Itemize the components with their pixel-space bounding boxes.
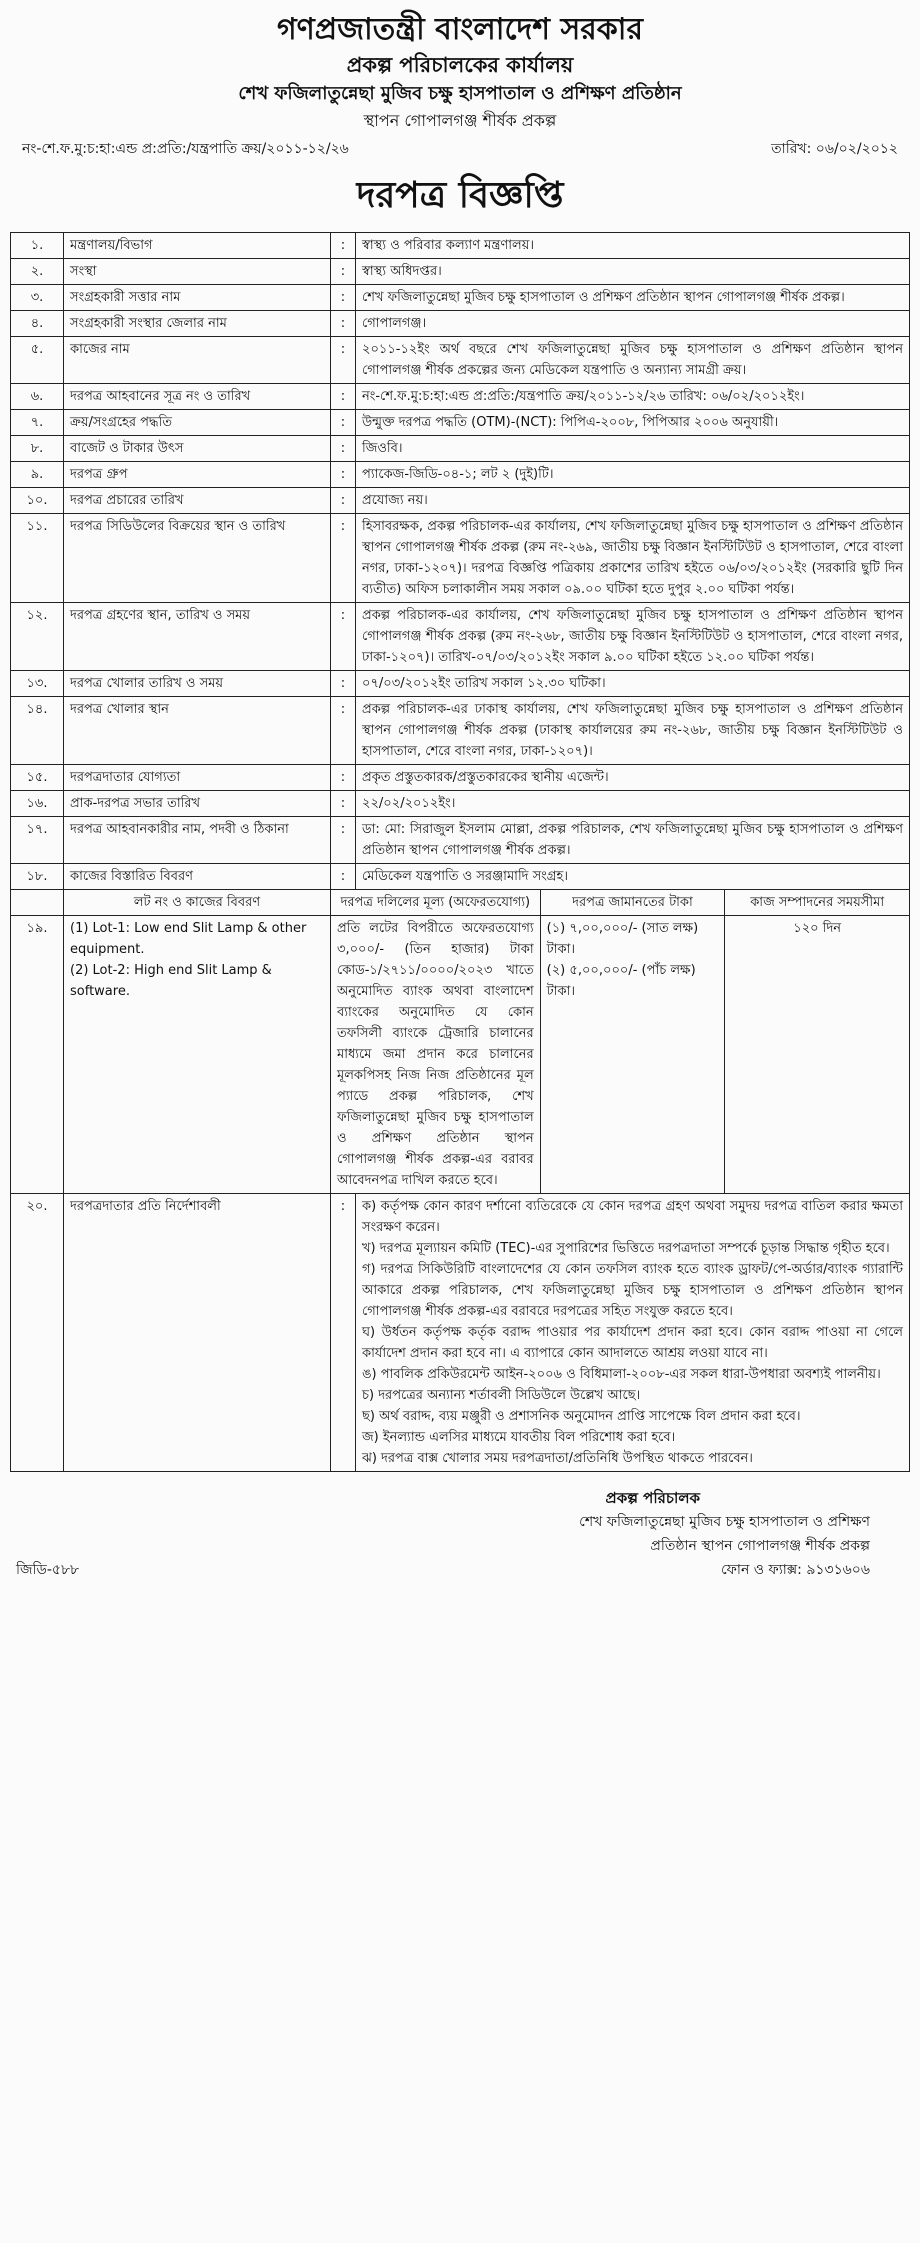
row-label: দরপত্র গ্রুপ <box>64 462 331 488</box>
table-row: ১৫. দরপত্রদাতার যোগ্যতা : প্রকৃত প্রস্তুতকারক/প্রস্তুতকারকের স্থানীয় এজেন্ট। <box>11 765 910 791</box>
row-number: ১৪. <box>11 697 64 765</box>
row-value: ২০১১-১২ইং অর্থ বছরে শেখ ফজিলাতুন্নেছা মুজিব চক্ষু হাসপাতাল ও প্রশিক্ষণ প্রতিষ্ঠান স্থাপন গোপালগঞ্জ শীর্ষক প্রকল্পের জন্য মেডিকেল যন্ত্রপাতি ও অন্যান্য সামগ্রী ক্রয়। <box>356 337 910 384</box>
row-value: প্যাকেজ-জিডি-০৪-১; লট ২ (দুই)টি। <box>356 462 910 488</box>
row-value: প্রযোজ্য নয়। <box>356 488 910 514</box>
price-header: দরপত্র দলিলের মূল্য (অফেরতযোগ্য) <box>331 890 541 916</box>
row-value: স্বাস্থ্য ও পরিবার কল্যাণ মন্ত্রণালয়। <box>356 233 910 259</box>
table-row: ১৩. দরপত্র খোলার তারিখ ও সময় : ০৭/০৩/২০১২ইং তারিখ সকাল ১২.৩০ ঘটিকা। <box>11 671 910 697</box>
lot-row <box>11 916 910 1194</box>
row-value: উন্মুক্ত দরপত্র পদ্ধতি (OTM)-(NCT): পিপিএ-২০০৮, পিপিআর ২০০৬ অনুযায়ী। <box>356 410 910 436</box>
lot-1: (1) Lot-1: Low end Slit Lamp & other equipment. <box>70 921 307 957</box>
instruction-item: জ) ইনল্যান্ড এলসির মাধ্যমে যাবতীয় বিল পরিশোধ করা হবে। <box>362 1430 676 1445</box>
row-number: ১. <box>11 233 64 259</box>
row-number: ৮. <box>11 436 64 462</box>
row-value: গোপালগঞ্জ। <box>356 311 910 337</box>
signature-line-1: শেখ ফজিলাতুন্নেছা মুজিব চক্ষু হাসপাতাল ও প্রশিক্ষণ <box>579 1514 870 1530</box>
row-value: জিওবি। <box>356 436 910 462</box>
row-value: প্রকল্প পরিচালক-এর কার্যালয়, শেখ ফজিলাতুন্নেছা মুজিব চক্ষু হাসপাতাল ও প্রশিক্ষণ প্রতিষ্ঠান স্থাপন গোপালগঞ্জ শীর্ষক প্রকল্প (রুম নং-২৬৮, জাতীয় চক্ষু বিজ্ঞান ইনস্টিটিউট ও হাসপাতাল, শেরে বাংলা নগর, ঢাকা-১২০৭)। তারিখ-০৭/০৩/২০১২ইং সকাল ৯.০০ ঘটিকা হইতে ১২.০০ ঘটিকা পর্যন্ত। <box>356 603 910 671</box>
table-row: ৪. সংগ্রহকারী সংস্থার জেলার নাম : গোপালগঞ্জ। <box>11 311 910 337</box>
row-label: দরপত্র গ্রহণের স্থান, তারিখ ও সময় <box>64 603 331 671</box>
completion-time: ১২০ দিন <box>725 916 910 1194</box>
table-row: ৬. দরপত্র আহবানের সূত্র নং ও তারিখ : নং-শে.ফ.মু:চ:হা:এন্ড প্র:প্রতি:/যন্ত্রপাতি ক্রয়/২০১১-১২/২৬ তারিখ: ০৬/০২/২০১২ইং। <box>11 384 910 410</box>
instructions-row: ২০. দরপত্রদাতার প্রতি নির্দেশাবলী : ক) কর্তৃপক্ষ কোন কারণ দর্শানো ব্যতিরেকে যে কোন দরপত্র গ্রহণ অথবা সমুদয় দরপত্র বাতিল করার ক্ষমতা সংরক্ষণ করেন। খ) দরপত্র মূল্যায়ন কমিটি (TEC)-এর সুপারিশের ভিত্তিতে দরপত্রদাতা সম্পর্কে চূড়ান্ত সিদ্ধান্ত গৃহীত হবে। গ) দরপত্র সিকিউরিটি বাংলাদেশের যে কোন তফসিল ব্যাংক হতে ব্যাংক ড্রাফট/পে-অর্ডার/ব্যাংক গ্যারান্টি আকারে প্রকল্প পরিচালক, শেখ ফজিলাতুন্নেছা মুজিব চক্ষু হাসপাতাল ও প্রশিক্ষণ প্রতিষ্ঠান স্থাপন গোপালগঞ্জ শীর্ষক প্রকল্প-এর বরাবরে দরপত্রের সহিত সংযুক্ত করতে হবে। ঘ) উর্ধতন কর্তৃপক্ষ কর্তৃক বরাদ্দ পাওয়ার পর কার্যাদেশ প্রদান করা হবে। কোন বরাদ্দ পাওয়া না গেলে কার্যাদেশ প্রদান করা হবে না। এ ব্যাপারে কোন আদালতে আশ্রয় লওয়া যাবে না। ঙ) পাবলিক প্রকিউরমেন্ট আইন-২০০৬ ও বিধিমালা-২০০৮-এর সকল ধারা-উপধারা অবশ্যই পালনীয়। চ) দরপত্রের অন্যান্য শর্তাবলী সিডিউলে উল্লেখ আছে। ছ) অর্থ বরাদ্দ, ব্যয় মঞ্জুরী ও প্রশাসনিক অনুমোদন প্রাপ্তি সাপেক্ষে বিল প্রদান করা হবে। জ) ইনল্যান্ড এলসির মাধ্যমে যাবতীয় বিল পরিশোধ করা হবে। ঝ) দরপত্র বাক্স খোলার সময় দরপত্রদাতা/প্রতিনিধি উপস্থিত থাকতে পারবেন। <box>11 1194 910 1472</box>
row-value: মেডিকেল যন্ত্রপাতি ও সরঞ্জামাদি সংগ্রহ। <box>356 864 910 890</box>
row-number: ৬. <box>11 384 64 410</box>
row-label: ক্রয়/সংগ্রহের পদ্ধতি <box>64 410 331 436</box>
instruction-item: ঘ) উর্ধতন কর্তৃপক্ষ কর্তৃক বরাদ্দ পাওয়ার পর কার্যাদেশ প্রদান করা হবে। কোন বরাদ্দ পাওয়া না গেলে কার্যাদেশ প্রদান করা হবে না। এ ব্যাপারে কোন আদালতে আশ্রয় লওয়া যাবে না। <box>362 1325 903 1361</box>
row-label: কাজের বিস্তারিত বিবরণ <box>64 864 331 890</box>
instruction-item: খ) দরপত্র মূল্যায়ন কমিটি (TEC)-এর সুপারিশের ভিত্তিতে দরপত্রদাতা সম্পর্কে চূড়ান্ত সিদ্ধান্ত গৃহীত হবে। <box>362 1241 890 1256</box>
table-row: ১১. দরপত্র সিডিউলের বিক্রয়ের স্থান ও তারিখ : হিসাবরক্ষক, প্রকল্প পরিচালক-এর কার্যালয়, শেখ ফজিলাতুন্নেছা মুজিব চক্ষু হাসপাতাল ও প্রশিক্ষণ প্রতিষ্ঠান স্থাপন গোপালগঞ্জ শীর্ষক প্রকল্প (রুম নং-২৬৯, জাতীয় চক্ষু বিজ্ঞান ইনস্টিটিউট ও হাসপাতাল, শেরে বাংলা নগর, ঢাকা-১২০৭)। দরপত্র বিজ্ঞপ্তি পত্রিকায় প্রকাশের তারিখ হইতে ০৬/০৩/২০১২ইং (সরকারি ছুটি দিন ব্যতীত) অফিস চলাকালীন সময় সকাল ০৯.০০ ঘটিকা হতে দুপুর ২.০০ ঘটিকা পর্যন্ত। <box>11 514 910 603</box>
security-lot-1: (১) ৭,০০,০০০/- (সাত লক্ষ) টাকা। <box>546 921 699 957</box>
row-number: ১৮. <box>11 864 64 890</box>
row-label: সংস্থা <box>64 259 331 285</box>
instruction-item: চ) দরপত্রের অন্যান্য শর্তাবলী সিডিউলে উল্লেখ আছে। <box>362 1388 641 1403</box>
signature-block <box>10 1486 910 1558</box>
government-title: গণপ্রজাতন্ত্রী বাংলাদেশ সরকার <box>277 12 643 47</box>
row-number: ১৭. <box>11 817 64 864</box>
security-header: দরপত্র জামানতের টাকা <box>540 890 725 916</box>
row-label: দরপত্র খোলার স্থান <box>64 697 331 765</box>
table-row: ১২. দরপত্র গ্রহণের স্থান, তারিখ ও সময় : প্রকল্প পরিচালক-এর কার্যালয়, শেখ ফজিলাতুন্নেছা মুজিব চক্ষু হাসপাতাল ও প্রশিক্ষণ প্রতিষ্ঠান স্থাপন গোপালগঞ্জ শীর্ষক প্রকল্প (রুম নং-২৬৮, জাতীয় চক্ষু বিজ্ঞান ইনস্টিটিউট ও হাসপাতাল, শেরে বাংলা নগর, ঢাকা-১২০৭)। তারিখ-০৭/০৩/২০১২ইং সকাল ৯.০০ ঘটিকা হইতে ১২.০০ ঘটিকা পর্যন্ত। <box>11 603 910 671</box>
tender-security <box>540 916 725 1194</box>
lot-2: (2) Lot-2: High end Slit Lamp & software. <box>70 963 272 999</box>
lot-header: লট নং ও কাজের বিবরণ <box>64 890 331 916</box>
row-label: দরপত্র খোলার তারিখ ও সময় <box>64 671 331 697</box>
project-title: স্থাপন গোপালগঞ্জ শীর্ষক প্রকল্প <box>363 111 557 130</box>
time-header: কাজ সম্পাদনের সময়সীমা <box>725 890 910 916</box>
table-row: ৮. বাজেট ও টাকার উৎস : জিওবি। <box>11 436 910 462</box>
tender-table <box>10 232 910 1472</box>
row-value: হিসাবরক্ষক, প্রকল্প পরিচালক-এর কার্যালয়, শেখ ফজিলাতুন্নেছা মুজিব চক্ষু হাসপাতাল ও প্রশিক্ষণ প্রতিষ্ঠান স্থাপন গোপালগঞ্জ শীর্ষক প্রকল্প (রুম নং-২৬৯, জাতীয় চক্ষু বিজ্ঞান ইনস্টিটিউট ও হাসপাতাল, শেরে বাংলা নগর, ঢাকা-১২০৭)। দরপত্র বিজ্ঞপ্তি পত্রিকায় প্রকাশের তারিখ হইতে ০৬/০৩/২০১২ইং (সরকারি ছুটি দিন ব্যতীত) অফিস চলাকালীন সময় সকাল ০৯.০০ ঘটিকা হতে দুপুর ২.০০ ঘটিকা পর্যন্ত। <box>356 514 910 603</box>
table-row: ১. মন্ত্রণালয়/বিভাগ : স্বাস্থ্য ও পরিবার কল্যাণ মন্ত্রণালয়। <box>11 233 910 259</box>
instruction-item: গ) দরপত্র সিকিউরিটি বাংলাদেশের যে কোন তফসিল ব্যাংক হতে ব্যাংক ড্রাফট/পে-অর্ডার/ব্যাংক গ্যারান্টি আকারে প্রকল্প পরিচালক, শেখ ফজিলাতুন্নেছা মুজিব চক্ষু হাসপাতাল ও প্রশিক্ষণ প্রতিষ্ঠান স্থাপন গোপালগঞ্জ শীর্ষক প্রকল্প-এর বরাবরে দরপত্রের সহিত সংযুক্ত করতে হবে। <box>362 1262 903 1319</box>
row-number: ৭. <box>11 410 64 436</box>
table-row: ১০. দরপত্র প্রচারের তারিখ : প্রযোজ্য নয়। <box>11 488 910 514</box>
signature-line-2: প্রতিষ্ঠান স্থাপন গোপালগঞ্জ শীর্ষক প্রকল্প <box>650 1538 870 1554</box>
institute-title: শেখ ফজিলাতুন্নেছা মুজিব চক্ষু হাসপাতাল ও প্রশিক্ষণ প্রতিষ্ঠান <box>238 83 682 104</box>
table-row: ২. সংস্থা : স্বাস্থ্য অধিদপ্তর। <box>11 259 910 285</box>
row-label: কাজের নাম <box>64 337 331 384</box>
lot-header-row <box>11 890 910 916</box>
row-number: ৪. <box>11 311 64 337</box>
header <box>10 10 910 134</box>
row-label: দরপত্র আহবানের সূত্র নং ও তারিখ <box>64 384 331 410</box>
row-value: প্রকৃত প্রস্তুতকারক/প্রস্তুতকারকের স্থানীয় এজেন্ট। <box>356 765 910 791</box>
row-label: দরপত্র প্রচারের তারিখ <box>64 488 331 514</box>
memo-date: তারিখ: ০৬/০২/২০১২ <box>771 141 898 157</box>
row-value: ০৭/০৩/২০১২ইং তারিখ সকাল ১২.৩০ ঘটিকা। <box>356 671 910 697</box>
row-value: নং-শে.ফ.মু:চ:হা:এন্ড প্র:প্রতি:/যন্ত্রপাতি ক্রয়/২০১১-১২/২৬ তারিখ: ০৬/০২/২০১২ইং। <box>356 384 910 410</box>
instruction-item: ঝ) দরপত্র বাক্স খোলার সময় দরপত্রদাতা/প্রতিনিধি উপস্থিত থাকতে পারবেন। <box>362 1451 753 1466</box>
table-row: ১৮. কাজের বিস্তারিত বিবরণ : মেডিকেল যন্ত্রপাতি ও সরঞ্জামাদি সংগ্রহ। <box>11 864 910 890</box>
row-label: দরপত্র সিডিউলের বিক্রয়ের স্থান ও তারিখ <box>64 514 331 603</box>
row-number: ১১. <box>11 514 64 603</box>
row-label: সংগ্রহকারী সংস্থার জেলার নাম <box>64 311 331 337</box>
table-row: ১৭. দরপত্র আহবানকারীর নাম, পদবী ও ঠিকানা : ডা: মো: সিরাজুল ইসলাম মোল্লা, প্রকল্প পরিচালক, শেখ ফজিলাতুন্নেছা মুজিব চক্ষু হাসপাতাল ও প্রশিক্ষণ প্রতিষ্ঠান স্থাপন গোপালগঞ্জ শীর্ষক প্রকল্প। <box>11 817 910 864</box>
row-number: ২. <box>11 259 64 285</box>
notice-title: দরপত্র বিজ্ঞপ্তি <box>356 175 564 216</box>
memo-number: নং-শে.ফ.মু:চ:হা:এন্ড প্র:প্রতি:/যন্ত্রপাতি ক্রয়/২০১১-১২/২৬ <box>22 141 349 157</box>
office-title: প্রকল্প পরিচালকের কার্যালয় <box>346 53 574 77</box>
instructions-list <box>356 1194 910 1472</box>
row-number: ৫. <box>11 337 64 384</box>
row-number: ১২. <box>11 603 64 671</box>
row-value: ডা: মো: সিরাজুল ইসলাম মোল্লা, প্রকল্প পরিচালক, শেখ ফজিলাতুন্নেছা মুজিব চক্ষু হাসপাতাল ও প্রশিক্ষণ প্রতিষ্ঠান স্থাপন গোপালগঞ্জ শীর্ষক প্রকল্প। <box>356 817 910 864</box>
instructions-label: দরপত্রদাতার প্রতি নির্দেশাবলী <box>64 1194 331 1472</box>
table-row: ১৪. দরপত্র খোলার স্থান : প্রকল্প পরিচালক-এর ঢাকাস্থ কার্যালয়, শেখ ফজিলাতুন্নেছা মুজিব চক্ষু হাসপাতাল ও প্রশিক্ষণ প্রতিষ্ঠান স্থাপন গোপালগঞ্জ শীর্ষক প্রকল্প (ঢাকাস্থ কার্যালয়ের রুম নং-২৬৮, জাতীয় চক্ষু বিজ্ঞান ইনস্টিটিউট ও হাসপাতাল, শেরে বাংলা নগর, ঢাকা-১২০৭)। <box>11 697 910 765</box>
row-number: ১৬. <box>11 791 64 817</box>
document-price: প্রতি লটের বিপরীতে অফেরতযোগ্য ৩,০০০/- (তিন হাজার) টাকা কোড-১/২৭১১/০০০০/২০২৩ খাতে অনুমোদিত ব্যাংক অথবা বাংলাদেশ ব্যাংকের অনুমোদিত যে কোন তফসিলী ব্যাংকে ট্রেজারি চালানের মাধ্যমে জমা প্রদান করে চালানের মূলকপিসহ নিজ নিজ প্রতিষ্ঠানের মূল প্যাডে প্রকল্প পরিচালক, শেখ ফজিলাতুন্নেছা মুজিব চক্ষু হাসপাতাল ও প্রশিক্ষণ প্রতিষ্ঠান স্থাপন গোপালগঞ্জ শীর্ষক প্রকল্প-এর বরাবর আবেদনপত্র দাখিল করতে হবে। <box>331 916 541 1194</box>
row-value: ২২/০২/২০১২ইং। <box>356 791 910 817</box>
gd-number: জিডি-৫৮৮ <box>16 1562 80 1578</box>
memo-line <box>10 136 910 162</box>
row-number: ২০. <box>11 1194 64 1472</box>
row-number: ১০. <box>11 488 64 514</box>
phone-fax: ফোন ও ফ্যাক্স: ৯১৩১৬০৬ <box>720 1562 870 1578</box>
row-label: দরপত্রদাতার যোগ্যতা <box>64 765 331 791</box>
row-label: সংগ্রহকারী সত্তার নাম <box>64 285 331 311</box>
security-lot-2: (২) ৫,০০,০০০/- (পাঁচ লক্ষ) টাকা। <box>546 963 696 999</box>
row-number: ১৫. <box>11 765 64 791</box>
row-value: শেখ ফজিলাতুন্নেছা মুজিব চক্ষু হাসপাতাল ও প্রশিক্ষণ প্রতিষ্ঠান স্থাপন গোপালগঞ্জ শীর্ষক প্রকল্প। <box>356 285 910 311</box>
table-row: ৫. কাজের নাম : ২০১১-১২ইং অর্থ বছরে শেখ ফজিলাতুন্নেছা মুজিব চক্ষু হাসপাতাল ও প্রশিক্ষণ প্রতিষ্ঠান স্থাপন গোপালগঞ্জ শীর্ষক প্রকল্পের জন্য মেডিকেল যন্ত্রপাতি ও অন্যান্য সামগ্রী ক্রয়। <box>11 337 910 384</box>
row-label: প্রাক-দরপত্র সভার তারিখ <box>64 791 331 817</box>
footer <box>10 1558 910 1582</box>
table-row: ৭. ক্রয়/সংগ্রহের পদ্ধতি : উন্মুক্ত দরপত্র পদ্ধতি (OTM)-(NCT): পিপিএ-২০০৮, পিপিআর ২০০৬ অনুযায়ী। <box>11 410 910 436</box>
row-number: ৯. <box>11 462 64 488</box>
lot-description <box>64 916 331 1194</box>
row-label: বাজেট ও টাকার উৎস <box>64 436 331 462</box>
instruction-item: ছ) অর্থ বরাদ্দ, ব্যয় মঞ্জুরী ও প্রশাসনিক অনুমোদন প্রাপ্তি সাপেক্ষে বিল প্রদান করা হবে। <box>362 1409 801 1424</box>
instruction-item: ঙ) পাবলিক প্রকিউরমেন্ট আইন-২০০৬ ও বিধিমালা-২০০৮-এর সকল ধারা-উপধারা অবশ্যই পালনীয়। <box>362 1367 881 1382</box>
row-value: প্রকল্প পরিচালক-এর ঢাকাস্থ কার্যালয়, শেখ ফজিলাতুন্নেছা মুজিব চক্ষু হাসপাতাল ও প্রশিক্ষণ প্রতিষ্ঠান স্থাপন গোপালগঞ্জ শীর্ষক প্রকল্প (ঢাকাস্থ কার্যালয়ের রুম নং-২৬৮, জাতীয় চক্ষু বিজ্ঞান ইনস্টিটিউট ও হাসপাতাল, শেরে বাংলা নগর, ঢাকা-১২০৭)। <box>356 697 910 765</box>
signature-title: প্রকল্প পরিচালক <box>605 1489 700 1507</box>
row-value: স্বাস্থ্য অধিদপ্তর। <box>356 259 910 285</box>
table-row: ৩. সংগ্রহকারী সত্তার নাম : শেখ ফজিলাতুন্নেছা মুজিব চক্ষু হাসপাতাল ও প্রশিক্ষণ প্রতিষ্ঠান স্থাপন গোপালগঞ্জ শীর্ষক প্রকল্প। <box>11 285 910 311</box>
row-number: ১৯. <box>11 916 64 1194</box>
row-label: দরপত্র আহবানকারীর নাম, পদবী ও ঠিকানা <box>64 817 331 864</box>
table-row: ১৬. প্রাক-দরপত্র সভার তারিখ : ২২/০২/২০১২ইং। <box>11 791 910 817</box>
instruction-item: ক) কর্তৃপক্ষ কোন কারণ দর্শানো ব্যতিরেকে যে কোন দরপত্র গ্রহণ অথবা সমুদয় দরপত্র বাতিল করার ক্ষমতা সংরক্ষণ করেন। <box>362 1199 903 1235</box>
row-label: মন্ত্রণালয়/বিভাগ <box>64 233 331 259</box>
row-number: ৩. <box>11 285 64 311</box>
table-row: ৯. দরপত্র গ্রুপ : প্যাকেজ-জিডি-০৪-১; লট ২ (দুই)টি। <box>11 462 910 488</box>
row-number: ১৩. <box>11 671 64 697</box>
